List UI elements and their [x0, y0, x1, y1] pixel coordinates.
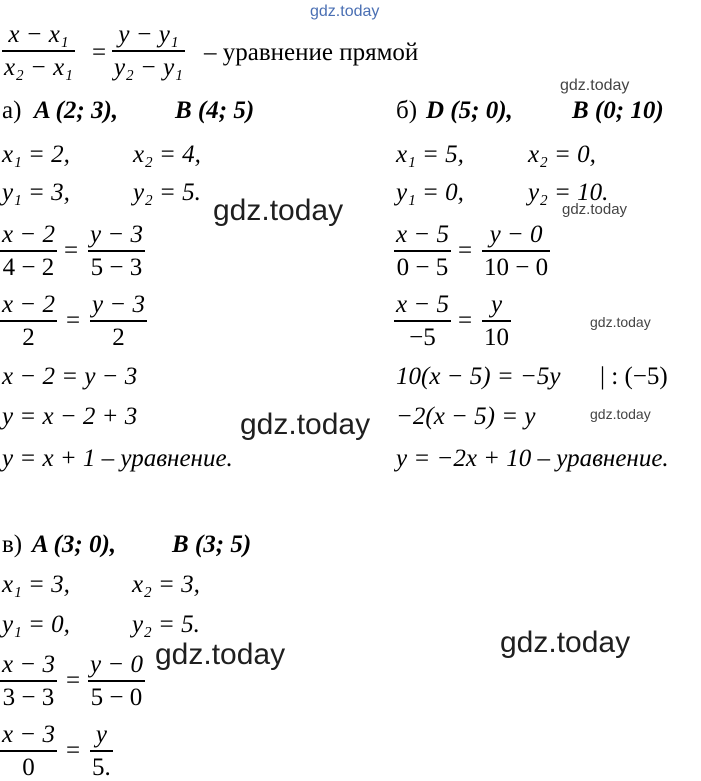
equals-sign: = — [458, 307, 473, 334]
part-c-label: в) — [2, 531, 23, 558]
part-c-fraction-1-right: y − 0 5 − 0 — [90, 651, 143, 711]
part-b-line-3: y = −2x + 10 – уравнение. — [396, 445, 669, 472]
watermark-mid-2: gdz.today — [240, 408, 371, 441]
equals-sign: = — [66, 737, 81, 764]
part-b-fraction-1-left: x − 5 0 − 5 — [396, 221, 449, 281]
part-a-fraction-2-left: x − 2 2 — [2, 291, 55, 351]
part-a-y2: y₂ = 5. — [133, 179, 201, 206]
part-a-fraction-1-left: x − 2 4 − 2 — [2, 221, 55, 281]
equals-sign: = — [64, 237, 79, 264]
header-caption: – уравнение прямой — [204, 39, 419, 66]
part-c-point-2: B (3; 5) — [172, 531, 252, 558]
part-c-point-1: A (3; 0), — [32, 531, 117, 558]
part-a-y1: y₁ = 3, — [2, 179, 70, 206]
part-b-line-2: −2(x − 5) = y — [396, 403, 536, 430]
denominator: x₂ − x₁ — [4, 54, 73, 81]
part-b-line-1: 10(x − 5) = −5y — [396, 363, 561, 390]
part-c-x1: x₁ = 3, — [2, 571, 70, 598]
watermark-right-small-2: gdz.today — [590, 406, 651, 422]
part-a-point-2: B (4; 5) — [175, 97, 255, 124]
part-c-y2: y₂ = 5. — [132, 611, 200, 638]
part-b-point-1: D (5; 0), — [426, 97, 513, 124]
denominator: y₂ − y₁ — [114, 54, 183, 81]
part-c-fraction-2-right: y 5. — [92, 721, 111, 781]
watermark-right-mid: gdz.today — [562, 201, 628, 218]
part-b-x2: x₂ = 0, — [528, 141, 596, 168]
watermark-mid-1: gdz.today — [213, 194, 344, 227]
part-a-fraction-2-right: y − 3 2 — [92, 291, 145, 351]
watermark-right-small-1: gdz.today — [590, 314, 651, 330]
part-a-line-3: y = x + 1 – уравнение. — [2, 445, 233, 472]
part-a-line-2: y = x − 2 + 3 — [2, 403, 138, 430]
part-a-label: а) — [2, 97, 22, 124]
part-b-fraction-2-left: x − 5 −5 — [396, 291, 449, 351]
part-b-line-1-note: | : (−5) — [600, 363, 668, 390]
watermark-bottom-right: gdz.today — [500, 626, 631, 659]
equals-sign: = — [458, 237, 473, 264]
part-b-y2: y₂ = 10. — [528, 179, 609, 206]
part-a-line-1: x − 2 = y − 3 — [2, 363, 138, 390]
part-b-point-2: B (0; 10) — [572, 97, 664, 124]
part-a-point-1: A (2; 3), — [34, 97, 119, 124]
header-fraction-right — [112, 22, 185, 80]
part-b-fraction-2-right: y 10 — [484, 291, 509, 351]
watermark-bottom-mid: gdz.today — [155, 638, 286, 671]
numerator: y − y₁ — [118, 21, 179, 48]
part-a-x1: x₁ = 2, — [2, 141, 70, 168]
numerator: x − x₁ — [8, 21, 69, 48]
header-fraction-left — [2, 22, 75, 80]
part-c-fraction-1-left: x − 3 3 − 3 — [2, 651, 55, 711]
part-a-fraction-1-right: y − 3 5 − 3 — [90, 221, 143, 281]
equals-sign: = — [66, 667, 81, 694]
part-c-x2: x₂ = 3, — [132, 571, 200, 598]
watermark-top: gdz.today — [310, 3, 380, 20]
part-a-x2: x₂ = 4, — [133, 141, 201, 168]
part-b-fraction-1-right: y − 0 10 − 0 — [484, 221, 549, 281]
equals-sign: = — [92, 39, 107, 66]
watermark-right-top: gdz.today — [560, 77, 630, 94]
part-b-y1: y₁ = 0, — [396, 179, 464, 206]
part-b-x1: x₁ = 5, — [396, 141, 464, 168]
part-b-label: б) — [396, 97, 418, 124]
part-c-fraction-2-left: x − 3 0 — [2, 721, 55, 781]
equals-sign: = — [66, 307, 81, 334]
part-c-y1: y₁ = 0, — [2, 611, 70, 638]
